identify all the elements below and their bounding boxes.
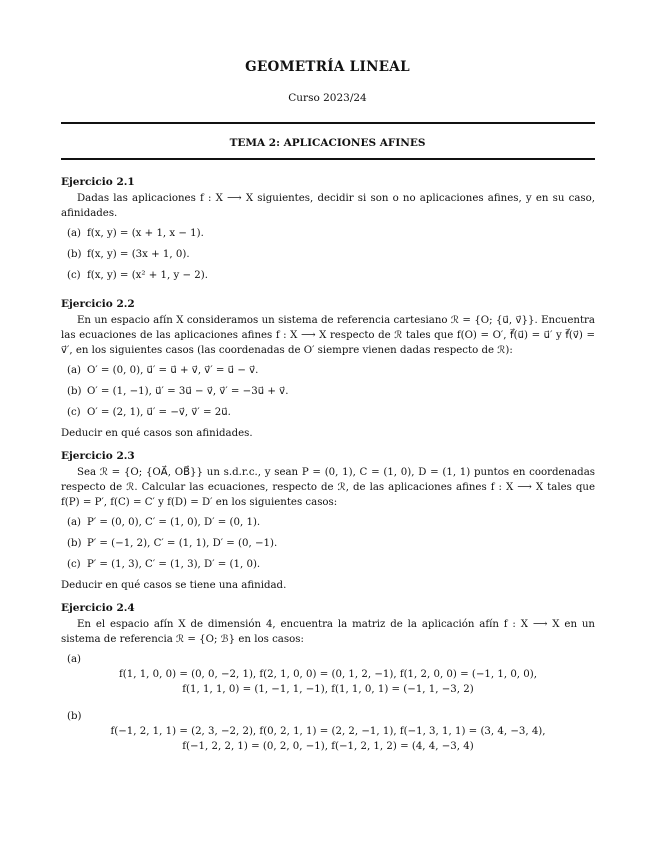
item-label: (c) <box>67 407 81 418</box>
item-text: P′ = (1, 3), C′ = (1, 3), D′ = (1, 0). <box>87 559 261 570</box>
exercise-item <box>61 557 595 572</box>
exercise-item <box>61 405 595 420</box>
item-text: f(x, y) = (x + 1, x − 1). <box>87 228 204 239</box>
exercise-2-2 <box>61 297 595 441</box>
spacer <box>61 593 595 601</box>
spacer <box>61 441 595 449</box>
exercise-2-4 <box>61 601 595 754</box>
item-label: (a) <box>67 228 82 239</box>
exercise-item <box>61 515 595 530</box>
exercise-2-1 <box>61 175 595 283</box>
item-label: (b) <box>67 538 82 549</box>
item-text: f(x, y) = (3x + 1, 0). <box>87 249 190 260</box>
item-text: P′ = (0, 0), C′ = (1, 0), D′ = (0, 1). <box>87 517 261 528</box>
exercise-title: Ejercicio 2.2 <box>61 298 135 310</box>
equation-line: f(−1, 2, 2, 1) = (0, 2, 0, −1), f(−1, 2, 1, 2) = (4, 4, −3, 4) <box>182 741 474 752</box>
exercise-item <box>61 268 595 283</box>
item-label: (a) <box>67 365 82 376</box>
part-label: (b) <box>67 711 82 722</box>
exercise-item <box>61 247 595 262</box>
item-label: (b) <box>67 386 82 397</box>
exercise-statement: En un espacio afín X consideramos un sistema de referencia cartesiano ℛ = {O; {u⃗, v⃗}}. Encuentra las ecuaciones de las aplicaciones afines f : X ⟶ X respecto de ℛ tales que f(O) = O′, f⃗(u⃗) = u⃗′ y f⃗(v⃗) = v⃗′, en los siguientes casos (las coordenadas de O′ siempre vienen dadas respecto de ℛ): <box>61 315 595 356</box>
spacer <box>61 289 595 297</box>
item-text: O′ = (2, 1), u⃗′ = −v⃗, v⃗′ = 2u⃗. <box>87 407 231 418</box>
part-label: (a) <box>67 654 82 665</box>
equation-line: f(1, 1, 0, 0) = (0, 0, −2, 1), f(2, 1, 0, 0) = (0, 1, 2, −1), f(1, 2, 0, 0) = (−1, 1, 0, 0), <box>119 669 537 680</box>
exercise-title: Ejercicio 2.1 <box>61 176 135 188</box>
exercise-2-3 <box>61 449 595 593</box>
exercise-statement: Dadas las aplicaciones f : X ⟶ X siguientes, decidir si son o no aplicaciones afines, y en su caso, afinidades. <box>61 193 595 219</box>
item-text: O′ = (0, 0), u⃗′ = u⃗ + v⃗, v⃗′ = u⃗ − v⃗. <box>87 365 259 376</box>
exercise-statement: En el espacio afín X de dimensión 4, encuentra la matriz de la aplicación afín f : X ⟶ X en un sistema de referencia ℛ = {O; ℬ} en los casos: <box>61 619 595 645</box>
exercise-item <box>61 226 595 241</box>
item-label: (c) <box>67 559 81 570</box>
bottom-rule <box>61 158 595 160</box>
item-label: (c) <box>67 270 81 281</box>
exercise-closing: Deducir en qué casos son afinidades. <box>61 428 253 439</box>
exercises-content <box>61 175 595 754</box>
item-text: P′ = (−1, 2), C′ = (1, 1), D′ = (0, −1). <box>87 538 278 549</box>
item-text: O′ = (1, −1), u⃗′ = 3u⃗ − v⃗, v⃗′ = −3u⃗ + v⃗. <box>87 386 289 397</box>
exercise-title: Ejercicio 2.3 <box>61 450 135 462</box>
equation-line: f(−1, 2, 1, 1) = (2, 3, −2, 2), f(0, 2, 1, 1) = (2, 2, −1, 1), f(−1, 3, 1, 1) = (3, 4, −3, 4), <box>110 726 546 737</box>
exercise-item <box>61 384 595 399</box>
topic-title: TEMA 2: APLICACIONES AFINES <box>229 137 426 149</box>
item-label: (a) <box>67 517 82 528</box>
equation-line: f(1, 1, 1, 0) = (1, −1, 1, −1), f(1, 1, 0, 1) = (−1, 1, −3, 2) <box>182 684 474 695</box>
item-text: f(x, y) = (x² + 1, y − 2). <box>87 270 208 281</box>
exercise-item <box>61 363 595 378</box>
top-rule <box>61 122 595 124</box>
document-title: GEOMETRÍA LINEAL <box>245 59 410 75</box>
item-label: (b) <box>67 249 82 260</box>
exercise-statement: Sea ℛ = {O; {OA⃗, OB⃗}} un s.d.r.c., y sean P = (0, 1), C = (1, 0), D = (1, 1) puntos en coordenadas respecto de ℛ. Calcular las ecuaciones, respecto de ℛ, de las aplicaciones afines f : X ⟶ X tales que f(P) = P′, f(C) = C′ y f(D) = D′ en los siguientes casos: <box>61 467 595 508</box>
exercise-title: Ejercicio 2.4 <box>61 602 135 614</box>
course-year: Curso 2023/24 <box>288 92 367 104</box>
exercise-closing: Deducir en qué casos se tiene una afinidad. <box>61 580 287 591</box>
exercise-item <box>61 536 595 551</box>
